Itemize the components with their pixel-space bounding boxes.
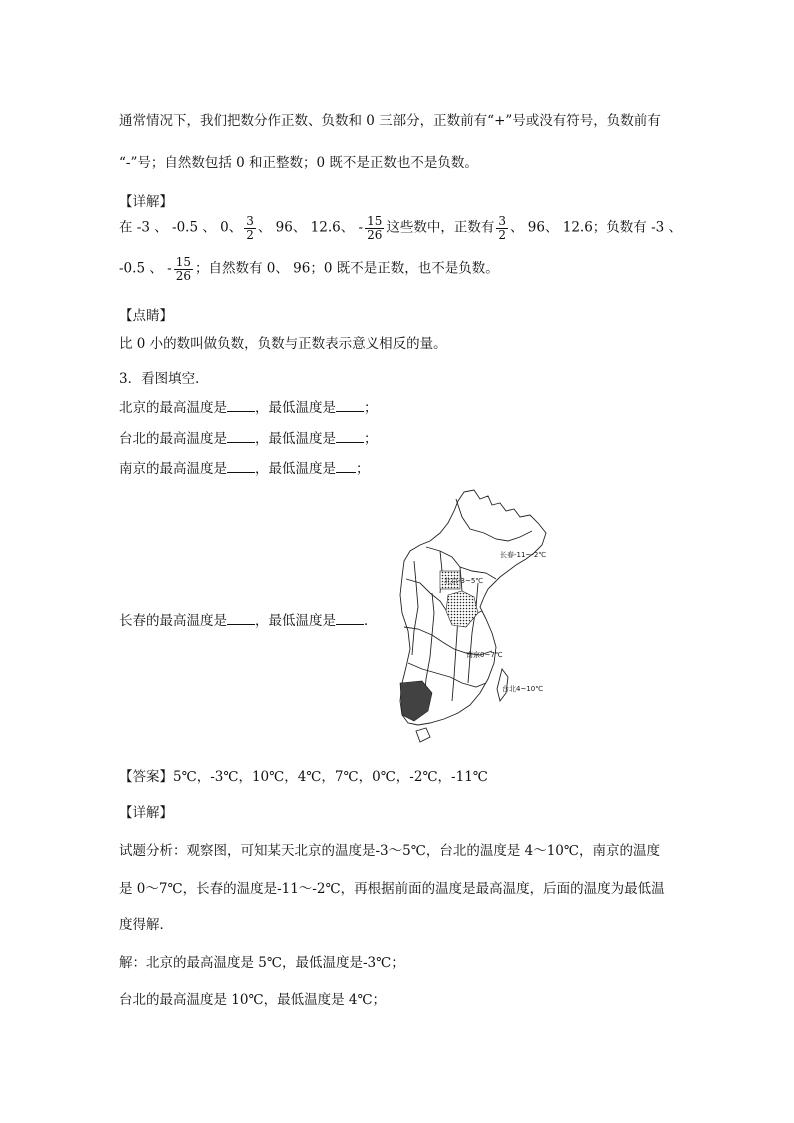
analysis-line-3: 度得解． — [119, 917, 173, 933]
detail-text: 这些数中，正数有 — [386, 219, 495, 236]
answer-blank[interactable] — [227, 460, 255, 473]
detail-text: 、 96、 12.6；负数有 -3 、 — [509, 219, 683, 236]
analysis-line-1: 试题分析：观察图，可知某天北京的温度是-3～5℃，台北的温度是 4～10℃，南京的温度 — [119, 843, 661, 859]
intro-line-2: “-”号；自然数包括 0 和正整数；0 既不是正数也不是负数。 — [119, 155, 478, 171]
answer-blank[interactable] — [336, 430, 364, 443]
fraction: $\frac{15}{26}$ — [175, 255, 191, 283]
question-row-nanjing: 南京的最高温度是 ，最低温度是 ； — [119, 461, 370, 477]
answer-line: 【答案】5℃，-3℃，10℃，4℃，7℃，0℃，-2℃，-11℃ — [119, 769, 488, 785]
hainan-island — [416, 728, 430, 742]
solution-line-2: 台北的最高温度是 10℃，最低温度是 4℃； — [119, 992, 387, 1008]
answer-blank[interactable] — [227, 430, 255, 443]
east-china-map — [396, 487, 556, 745]
detail-text: 在 -3 、 -0.5 、 0、 — [119, 219, 243, 236]
guangdong-highlight — [400, 681, 432, 721]
changchun-label: 长春-11~-2℃ — [500, 551, 547, 559]
shandong-highlight — [446, 591, 478, 627]
detail-paragraph-line-2 — [119, 256, 499, 282]
detail-text: ；自然数有 0、 96；0 既不是正数，也不是负数。 — [194, 260, 499, 277]
nanjing-label: 南京0~7℃ — [466, 651, 503, 659]
question-row-taibei: 台北的最高温度是 ，最低温度是 ； — [119, 431, 378, 447]
detail-text: 、 96、 12.6、 - — [257, 219, 364, 236]
detail-paragraph-line-1 — [119, 215, 682, 241]
taibei-label: 台北4~10℃ — [502, 685, 544, 693]
answer-blank[interactable] — [336, 399, 364, 412]
solution-line-1: 解：北京的最高温度是 5℃，最低温度是-3℃； — [119, 955, 405, 971]
fraction: $\frac{15}{26}$ — [367, 214, 383, 242]
question-row-changchun: 长春的最高温度是 ，最低温度是 ． — [119, 613, 378, 629]
detail-heading-1: 【详解】 — [119, 194, 173, 210]
answer-blank[interactable] — [227, 612, 255, 625]
detail-heading-2: 【详解】 — [119, 805, 173, 821]
question-row-beijing: 北京的最高温度是 ，最低温度是 ； — [119, 400, 378, 416]
question-title: 3．看图填空． — [119, 371, 209, 387]
answer-blank[interactable] — [227, 399, 255, 412]
tip-heading: 【点睛】 — [119, 308, 173, 324]
answer-blank[interactable] — [336, 460, 356, 473]
fraction: $\frac{3}{2}$ — [498, 214, 506, 242]
tip-text: 比 0 小的数叫做负数，负数与正数表示意义相反的量。 — [119, 336, 447, 352]
beijing-label: 北京-3~5℃ — [444, 577, 484, 585]
answer-blank[interactable] — [336, 612, 364, 625]
intro-line-1: 通常情况下，我们把数分作正数、负数和 0 三部分，正数前有“+”号或没有符号，负数前有 — [119, 113, 661, 129]
detail-text: -0.5 、 - — [119, 260, 172, 277]
fraction: $\frac{3}{2}$ — [246, 214, 254, 242]
analysis-line-2: 是 0～7℃，长春的温度是-11～-2℃，再根据前面的温度是最高温度，后面的温度为最低温 — [119, 881, 665, 897]
